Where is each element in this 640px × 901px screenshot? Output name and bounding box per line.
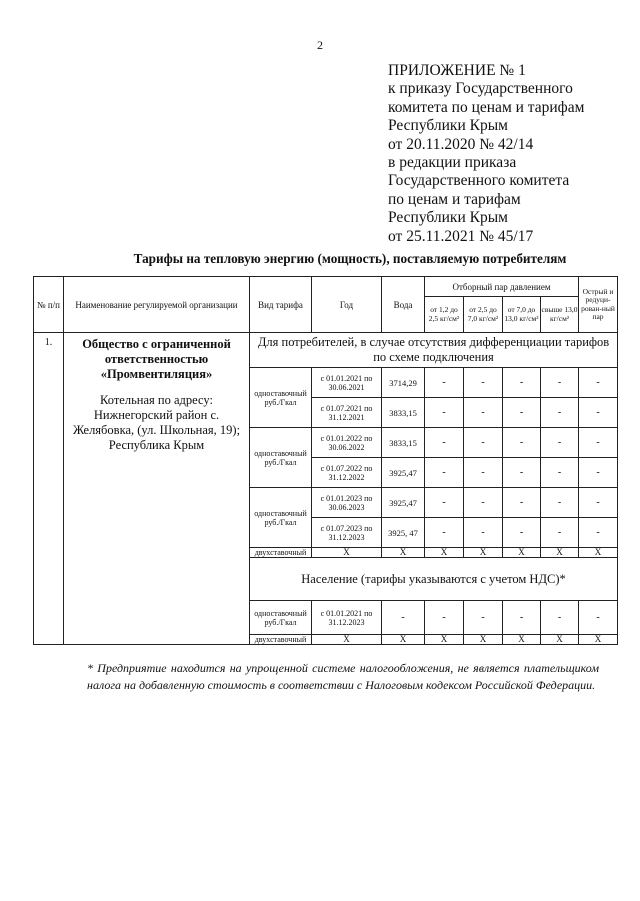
appendix-line: в редакции приказа: [388, 154, 517, 172]
header-steam-4: свыше 13,0 кг/см²: [541, 297, 579, 333]
document-title: Тарифы на тепловую энергию (мощность), поставляемую потребителям: [133, 251, 567, 266]
dash-cell: -: [541, 368, 579, 398]
dash-cell: -: [503, 398, 541, 428]
water-value: 3925,47: [382, 458, 425, 488]
organization-address: Котельная по адресу: Нижнегорский район с. Желябовка, (ул. Школьная, 19); Республика Крым: [72, 393, 241, 452]
header-steam-2: от 2,5 до 7,0 кг/см²: [464, 297, 503, 333]
header-water: Вода: [382, 277, 425, 333]
header-steam-group: Отборный пар давлением: [425, 277, 579, 297]
dash-cell: -: [579, 428, 618, 458]
dash-cell: -: [425, 518, 464, 548]
two-rate-cell: двухставочный: [250, 635, 312, 645]
appendix-line: Республики Крым: [388, 209, 508, 227]
appendix-line: Республики Крым: [388, 117, 508, 135]
period-cell: с 01.07.2022 по 31.12.2022: [312, 458, 382, 488]
x-cell: X: [464, 635, 503, 645]
dash-cell: -: [541, 458, 579, 488]
period-cell: с 01.01.2021 по 30.06.2021: [312, 368, 382, 398]
period-cell: с 01.01.2021 по 31.12.2023: [312, 601, 382, 635]
x-cell: X: [312, 548, 382, 558]
dash-cell: -: [579, 518, 618, 548]
appendix-block: [388, 62, 638, 246]
dash-cell: -: [541, 488, 579, 518]
appendix-line: ПРИЛОЖЕНИЕ № 1: [388, 62, 526, 79]
dash-cell: -: [503, 458, 541, 488]
dash-cell: -: [464, 601, 503, 635]
row-number: 1.: [34, 333, 64, 645]
appendix-line: по ценам и тарифам: [388, 190, 521, 208]
header-tariff-type: Вид тарифа: [250, 277, 312, 333]
footnote: * Предприятие находится на упрощенной системе налогообложения, не является плательщиком налога на добавленную стоимость в соответствии с Налоговым кодексом Российской Федерации.: [87, 661, 599, 692]
x-cell: X: [579, 548, 618, 558]
tariff-table: [33, 276, 618, 645]
period-cell: с 01.01.2023 по 30.06.2023: [312, 488, 382, 518]
water-value: 3925,47: [382, 488, 425, 518]
section-population: Население (тарифы указываются с учетом НДС)*: [250, 558, 618, 601]
period-cell: с 01.01.2022 по 30.06.2022: [312, 428, 382, 458]
dash-cell: -: [464, 398, 503, 428]
dash-cell: -: [464, 458, 503, 488]
appendix-line: комитета по ценам и тарифам: [388, 98, 585, 116]
dash-cell: -: [541, 518, 579, 548]
page-number: 2: [317, 38, 323, 52]
appendix-line: от 25.11.2021 № 45/17: [388, 227, 534, 245]
period-cell: с 01.07.2021 по 31.12.2021: [312, 398, 382, 428]
x-cell: X: [382, 635, 425, 645]
x-cell: X: [541, 548, 579, 558]
x-cell: X: [312, 635, 382, 645]
header-year: Год: [312, 277, 382, 333]
dash-cell: -: [425, 368, 464, 398]
x-cell: X: [579, 635, 618, 645]
x-cell: X: [382, 548, 425, 558]
tariff-type-cell: одноставочный руб./Гкал: [250, 601, 312, 635]
water-value: 3714,29: [382, 368, 425, 398]
dash-cell: -: [382, 601, 425, 635]
appendix-line: от 20.11.2020 № 42/14: [388, 135, 534, 153]
dash-cell: -: [541, 398, 579, 428]
x-cell: X: [503, 635, 541, 645]
appendix-line: Государственного комитета: [388, 172, 570, 190]
dash-cell: -: [464, 518, 503, 548]
header-organization: Наименование регулируемой организации: [64, 277, 250, 333]
x-cell: X: [425, 635, 464, 645]
dash-cell: -: [503, 488, 541, 518]
dash-cell: -: [464, 428, 503, 458]
header-steam-1: от 1,2 до 2,5 кг/см²: [425, 297, 464, 333]
header-num: № п/п: [34, 277, 64, 333]
dash-cell: -: [503, 428, 541, 458]
dash-cell: -: [464, 368, 503, 398]
dash-cell: -: [425, 398, 464, 428]
tariff-type-cell: одноставочный руб./Гкал: [250, 428, 312, 488]
water-value: 3833,15: [382, 428, 425, 458]
dash-cell: -: [541, 601, 579, 635]
dash-cell: -: [503, 368, 541, 398]
dash-cell: -: [425, 488, 464, 518]
dash-cell: -: [579, 488, 618, 518]
dash-cell: -: [579, 601, 618, 635]
header-steam-3: от 7,0 до 13,0 кг/см²: [503, 297, 541, 333]
dash-cell: -: [464, 488, 503, 518]
dash-cell: -: [503, 518, 541, 548]
x-cell: X: [464, 548, 503, 558]
two-rate-cell: двухставочный: [250, 548, 312, 558]
organization-name: Общество с ограниченной ответственностью «Промвентиляция»: [82, 337, 231, 381]
x-cell: X: [425, 548, 464, 558]
water-value: 3925, 47: [382, 518, 425, 548]
header-sharp-steam: Острый и редуци-рован-ный пар: [579, 277, 618, 333]
period-cell: с 01.07.2023 по 31.12.2023: [312, 518, 382, 548]
dash-cell: -: [579, 398, 618, 428]
dash-cell: -: [425, 601, 464, 635]
x-cell: X: [503, 548, 541, 558]
dash-cell: -: [579, 368, 618, 398]
water-value: 3833,15: [382, 398, 425, 428]
tariff-type-cell: одноставочный руб./Гкал: [250, 368, 312, 428]
organization-cell: [64, 333, 250, 645]
dash-cell: -: [503, 601, 541, 635]
x-cell: X: [541, 635, 579, 645]
tariff-type-cell: одноставочный руб./Гкал: [250, 488, 312, 548]
dash-cell: -: [425, 428, 464, 458]
dash-cell: -: [541, 428, 579, 458]
section-consumers: Для потребителей, в случае отсутствия дифференциации тарифов по схеме подключения: [250, 333, 618, 368]
dash-cell: -: [579, 458, 618, 488]
dash-cell: -: [425, 458, 464, 488]
appendix-line: к приказу Государственного: [388, 80, 573, 98]
